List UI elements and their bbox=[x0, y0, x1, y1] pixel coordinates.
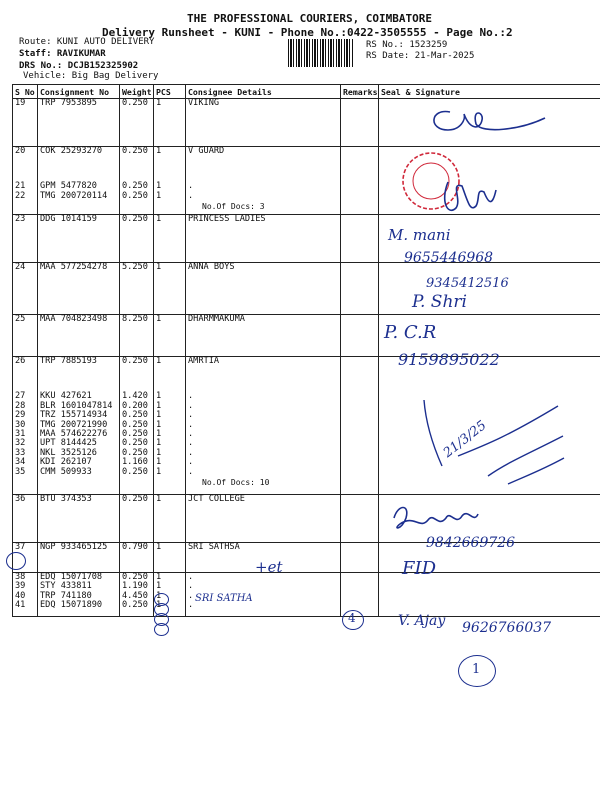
cell-line-sno: 33 bbox=[15, 447, 26, 458]
cell-line-pcs: 1 bbox=[156, 400, 162, 411]
cell-line-weight: 0.250 bbox=[122, 438, 148, 449]
cell-line-consignee: . bbox=[188, 457, 194, 468]
cell-sno bbox=[13, 147, 38, 215]
cell-line-cno: TRZ 155714934 bbox=[40, 410, 108, 421]
cell-sno bbox=[13, 357, 38, 495]
col-header-pcs: PCS bbox=[154, 85, 186, 99]
handwritten-note-37: +et bbox=[255, 558, 283, 576]
col-header-consignee: Consignee Details bbox=[186, 85, 341, 99]
cell-line-sno: 23 bbox=[15, 214, 26, 224]
cell-weight bbox=[120, 573, 154, 617]
cell-consignee bbox=[186, 357, 341, 495]
pcs-circle-41 bbox=[154, 623, 169, 636]
cell-line-cno: DDG 1014159 bbox=[40, 214, 97, 224]
cell-sno bbox=[13, 99, 38, 147]
cell-line-sno: 40 bbox=[15, 590, 26, 601]
handwritten-name-23: M. mani bbox=[388, 226, 451, 244]
cell-line-cno: BLR 1601047814 bbox=[40, 400, 113, 411]
cell-line-weight: 0.250 bbox=[122, 98, 148, 108]
handwritten-phone-24: 9345412516 bbox=[426, 276, 509, 291]
table-row bbox=[13, 215, 600, 263]
cell-line-sno: 19 bbox=[15, 98, 26, 108]
cell-line-pcs: 1 bbox=[156, 356, 162, 366]
cell-line-consignee: . bbox=[188, 410, 194, 421]
cell-line-pcs: 1 bbox=[156, 428, 162, 439]
cell-line-consignee: . bbox=[188, 400, 194, 411]
cell-weight bbox=[120, 263, 154, 315]
cell-line-weight: 0.250 bbox=[122, 600, 148, 611]
cell-line-cno: NKL 3525126 bbox=[40, 447, 97, 458]
cell-line-weight: 0.250 bbox=[122, 356, 148, 366]
cell-remarks bbox=[341, 357, 379, 495]
cell-line-sno: 26 bbox=[15, 356, 26, 366]
cell-line-pcs: 1 bbox=[156, 146, 162, 156]
table-row bbox=[13, 263, 600, 315]
cell-cno bbox=[38, 263, 120, 315]
cell-line-consignee: . bbox=[188, 190, 194, 201]
cell-line-consignee: AMRTIA bbox=[188, 356, 220, 366]
cell-line-sno: 25 bbox=[15, 314, 26, 324]
cell-line-cno: KDI 262107 bbox=[40, 457, 92, 468]
cell-sno bbox=[13, 315, 38, 357]
signature-row-26 bbox=[418, 396, 568, 486]
cell-pcs bbox=[154, 99, 186, 147]
cell-line-weight: 4.450 bbox=[122, 590, 148, 601]
cell-line-consignee: SRI SATHSA bbox=[188, 542, 240, 552]
cell-pcs bbox=[154, 147, 186, 215]
cell-weight bbox=[120, 99, 154, 147]
cell-cno bbox=[38, 215, 120, 263]
cell-line-consignee: . bbox=[188, 181, 194, 192]
rs-number: RS No.: 1523259 bbox=[366, 40, 448, 50]
cell-line-consignee: . bbox=[188, 581, 194, 592]
cell-pcs bbox=[154, 357, 186, 495]
cell-line-consignee: JCT COLLEGE bbox=[188, 494, 245, 504]
handwritten-phone-36: 9842669726 bbox=[426, 535, 516, 551]
cell-line-pcs: 1 bbox=[156, 438, 162, 449]
cell-line-sno: 37 bbox=[15, 542, 26, 552]
cell-line-cno: STY 433811 bbox=[40, 581, 92, 592]
handwritten-name-40: V. Ajay bbox=[398, 613, 446, 629]
cell-line-cno: TMG 200720114 bbox=[40, 190, 108, 201]
runsheet-title: Delivery Runsheet - KUNI - Phone No.:0422-3505555 - Page No.:2 bbox=[102, 26, 513, 39]
cell-line-pcs: 1 bbox=[156, 190, 162, 201]
cell-sno bbox=[13, 495, 38, 543]
cell-line-pcs: 1 bbox=[156, 542, 162, 552]
cell-line-weight: 0.250 bbox=[122, 466, 148, 477]
cell-cno bbox=[38, 99, 120, 147]
cell-remarks bbox=[341, 315, 379, 357]
handwritten-phone-25: 9159895022 bbox=[398, 350, 500, 369]
cell-line-cno: BTU 374353 bbox=[40, 494, 92, 504]
cell-line-pcs: 1 bbox=[156, 590, 162, 601]
cell-sno bbox=[13, 573, 38, 617]
cell-remarks bbox=[341, 215, 379, 263]
cell-line-sno: 32 bbox=[15, 438, 26, 449]
col-header-sno: S No bbox=[13, 85, 38, 99]
cell-line-weight: 0.250 bbox=[122, 494, 148, 504]
cell-weight bbox=[120, 315, 154, 357]
cell-line-pcs: 1 bbox=[156, 419, 162, 430]
cell-line-consignee: . bbox=[188, 428, 194, 439]
handwritten-remark-40: 4 bbox=[348, 611, 356, 625]
cell-cno bbox=[38, 315, 120, 357]
cell-line-weight: 0.250 bbox=[122, 214, 148, 224]
cell-weight bbox=[120, 147, 154, 215]
cell-line-weight: 0.250 bbox=[122, 146, 148, 156]
cell-line-sno: 22 bbox=[15, 190, 26, 201]
cell-pcs bbox=[154, 215, 186, 263]
cell-pcs bbox=[154, 263, 186, 315]
cell-line-cno: TMG 200721990 bbox=[40, 419, 108, 430]
cell-weight bbox=[120, 495, 154, 543]
docs-count: No.Of Docs: 3 bbox=[202, 202, 265, 212]
cell-line-weight: 0.790 bbox=[122, 542, 148, 552]
cell-line-weight: 0.250 bbox=[122, 190, 148, 201]
cell-line-pcs: 1 bbox=[156, 457, 162, 468]
cell-sno bbox=[13, 263, 38, 315]
cell-line-weight: 0.250 bbox=[122, 410, 148, 421]
cell-line-cno: MAA 704823498 bbox=[40, 314, 108, 324]
table-row bbox=[13, 315, 600, 357]
cell-remarks bbox=[341, 573, 379, 617]
cell-remarks bbox=[341, 495, 379, 543]
cell-line-consignee: . bbox=[188, 447, 194, 458]
cell-line-weight: 0.250 bbox=[122, 428, 148, 439]
cell-line-weight: 0.250 bbox=[122, 572, 148, 582]
cell-line-sno: 27 bbox=[15, 391, 26, 402]
cell-line-weight: 0.250 bbox=[122, 181, 148, 192]
cell-line-sno: 38 bbox=[15, 572, 26, 582]
cell-line-pcs: 1 bbox=[156, 581, 162, 592]
cell-cno bbox=[38, 147, 120, 215]
handwritten-name-25: P. C.R bbox=[384, 322, 437, 343]
cell-line-weight: 1.190 bbox=[122, 581, 148, 592]
handwritten-date-26: 21/3/25 bbox=[440, 418, 490, 461]
cell-line-consignee: VIKING bbox=[188, 98, 220, 108]
cell-consignee bbox=[186, 99, 341, 147]
cell-remarks bbox=[341, 263, 379, 315]
signature-row-36 bbox=[390, 500, 480, 536]
cell-remarks bbox=[341, 99, 379, 147]
handwritten-name-37: FID bbox=[402, 558, 437, 579]
table-row bbox=[13, 573, 600, 617]
cell-line-consignee: . bbox=[188, 438, 194, 449]
drs-number: DRS No.: DCJB152325902 bbox=[19, 61, 139, 71]
cell-line-consignee: . bbox=[188, 600, 194, 611]
cell-line-cno: EDQ 15071890 bbox=[40, 600, 103, 611]
cell-line-sno: 35 bbox=[15, 466, 26, 477]
cell-pcs bbox=[154, 315, 186, 357]
cell-consignee bbox=[186, 495, 341, 543]
cell-line-consignee: . bbox=[188, 466, 194, 477]
table-header-row bbox=[13, 85, 600, 99]
cell-cno bbox=[38, 495, 120, 543]
signature-row-20 bbox=[440, 172, 500, 222]
cell-line-cno: GPM 5477820 bbox=[40, 181, 97, 192]
cell-cno bbox=[38, 357, 120, 495]
circle-mark-37 bbox=[6, 552, 26, 570]
cell-line-cno: UPT 8144425 bbox=[40, 438, 97, 449]
cell-line-sno: 39 bbox=[15, 581, 26, 592]
cell-remarks bbox=[341, 147, 379, 215]
handwritten-note-38: SRI SATHA bbox=[195, 593, 253, 604]
cell-consignee bbox=[186, 147, 341, 215]
table-row bbox=[13, 147, 600, 215]
cell-weight bbox=[120, 357, 154, 495]
cell-line-sno: 21 bbox=[15, 181, 26, 192]
cell-line-consignee: DHARMMAKUMA bbox=[188, 314, 245, 324]
cell-line-cno: CMM 509933 bbox=[40, 466, 92, 477]
cell-weight bbox=[120, 543, 154, 573]
cell-line-sno: 30 bbox=[15, 419, 26, 430]
handwritten-phone-23: 9655446968 bbox=[404, 250, 494, 266]
cell-line-pcs: 1 bbox=[156, 262, 162, 272]
cell-remarks bbox=[341, 543, 379, 573]
cell-line-cno: KKU 427621 bbox=[40, 391, 92, 402]
cell-signature bbox=[379, 573, 600, 617]
cell-line-pcs: 1 bbox=[156, 214, 162, 224]
cell-line-consignee: PRINCESS LADIES bbox=[188, 214, 266, 224]
barcode-image bbox=[288, 39, 354, 67]
route-label: Route: KUNI AUTO DELIVERY bbox=[19, 37, 155, 47]
cell-consignee bbox=[186, 215, 341, 263]
cell-line-cno: EDQ 15071708 bbox=[40, 572, 103, 582]
col-header-remarks: Remarks bbox=[341, 85, 379, 99]
cell-line-weight: 1.160 bbox=[122, 457, 148, 468]
cell-line-weight: 1.420 bbox=[122, 391, 148, 402]
cell-cno bbox=[38, 573, 120, 617]
cell-line-pcs: 1 bbox=[156, 314, 162, 324]
cell-line-consignee: . bbox=[188, 391, 194, 402]
cell-cno bbox=[38, 543, 120, 573]
col-header-consignment: Consignment No bbox=[38, 85, 120, 99]
col-header-weight: Weight bbox=[120, 85, 154, 99]
cell-line-cno: COK 25293270 bbox=[40, 146, 103, 156]
cell-line-consignee: . bbox=[188, 590, 194, 601]
cell-consignee bbox=[186, 315, 341, 357]
cell-line-weight: 0.250 bbox=[122, 419, 148, 430]
staff-label: Staff: RAVIKUMAR bbox=[19, 49, 106, 59]
cell-line-pcs: 1 bbox=[156, 494, 162, 504]
cell-line-weight: 5.250 bbox=[122, 262, 148, 272]
cell-line-sno: 24 bbox=[15, 262, 26, 272]
handwritten-bottom-mark: 1 bbox=[472, 662, 481, 677]
cell-line-pcs: 1 bbox=[156, 572, 162, 582]
cell-line-pcs: 1 bbox=[156, 391, 162, 402]
cell-line-sno: 41 bbox=[15, 600, 26, 611]
cell-line-weight: 8.250 bbox=[122, 314, 148, 324]
vehicle-label: Vehicle: Big Bag Delivery bbox=[23, 71, 159, 81]
signature-row-19 bbox=[420, 100, 560, 140]
cell-line-sno: 28 bbox=[15, 400, 26, 411]
cell-line-pcs: 1 bbox=[156, 181, 162, 192]
col-header-signature: Seal & Signature bbox=[379, 85, 600, 99]
cell-line-cno: NGP 933465125 bbox=[40, 542, 108, 552]
cell-line-cno: MAA 577254278 bbox=[40, 262, 108, 272]
cell-line-consignee: . bbox=[188, 572, 194, 582]
handwritten-phone-40: 9626766037 bbox=[462, 620, 552, 636]
rs-date: RS Date: 21-Mar-2025 bbox=[366, 51, 475, 61]
company-name: THE PROFESSIONAL COURIERS, COIMBATORE bbox=[187, 12, 433, 25]
cell-line-weight: 0.200 bbox=[122, 400, 148, 411]
cell-line-cno: MAA 574622276 bbox=[40, 428, 108, 439]
cell-line-sno: 36 bbox=[15, 494, 26, 504]
cell-line-pcs: 1 bbox=[156, 447, 162, 458]
cell-line-weight: 0.250 bbox=[122, 447, 148, 458]
cell-line-sno: 29 bbox=[15, 410, 26, 421]
cell-pcs bbox=[154, 495, 186, 543]
cell-line-sno: 20 bbox=[15, 146, 26, 156]
cell-weight bbox=[120, 215, 154, 263]
handwritten-name-24: P. Shri bbox=[412, 292, 467, 312]
cell-pcs bbox=[154, 543, 186, 573]
cell-line-pcs: 1 bbox=[156, 410, 162, 421]
cell-line-cno: TRP 7885193 bbox=[40, 356, 97, 366]
cell-line-pcs: 1 bbox=[156, 600, 162, 611]
cell-line-pcs: 1 bbox=[156, 466, 162, 477]
cell-line-consignee: ANNA BOYS bbox=[188, 262, 235, 272]
cell-line-cno: TRP 741180 bbox=[40, 590, 92, 601]
cell-line-sno: 31 bbox=[15, 428, 26, 439]
cell-sno bbox=[13, 215, 38, 263]
cell-line-sno: 34 bbox=[15, 457, 26, 468]
cell-line-pcs: 1 bbox=[156, 98, 162, 108]
cell-line-consignee: V GUARD bbox=[188, 146, 225, 156]
cell-line-cno: TRP 7953895 bbox=[40, 98, 97, 108]
docs-count: No.Of Docs: 10 bbox=[202, 477, 270, 487]
cell-consignee bbox=[186, 263, 341, 315]
cell-line-consignee: . bbox=[188, 419, 194, 430]
